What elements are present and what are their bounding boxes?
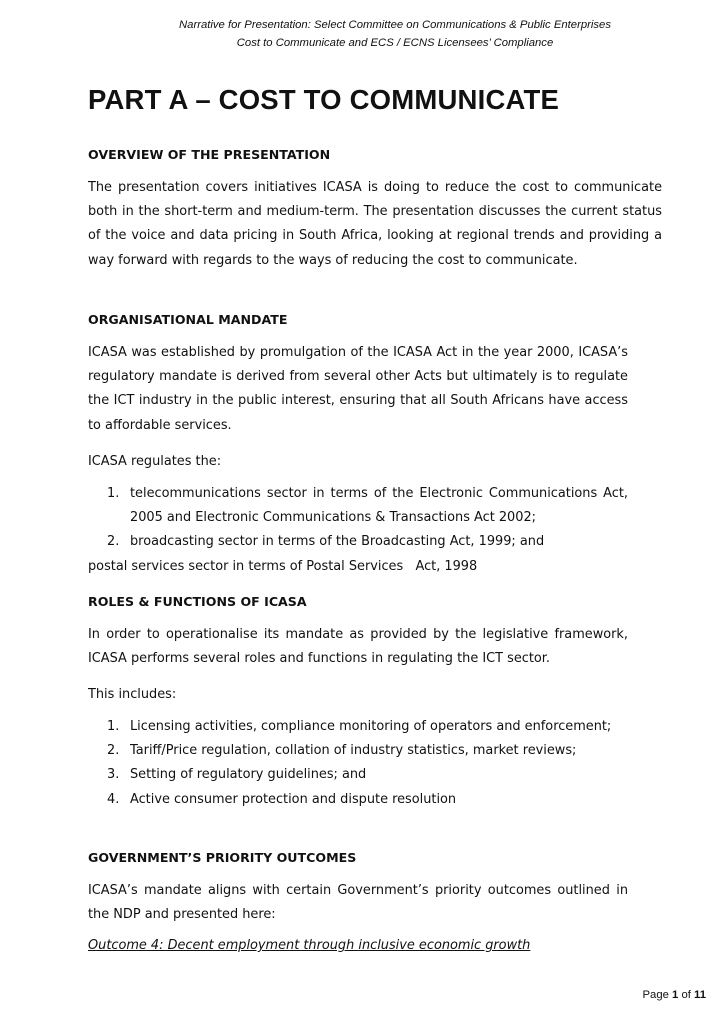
overview-paragraph: The presentation covers initiatives ICASA is doing to reduce the cost to communicate both in the short-term and medium-term. The presentation discusses the current status of the voice and data pricing in South Africa, looking at regional trends and providing a way forward with regards to the ways of reducing the cost to communicate. (88, 180, 662, 268)
outcomes-paragraph: ICASA’s mandate aligns with certain Government’s priority outcomes outlined in the NDP and presented here: (88, 883, 628, 923)
list-item (88, 763, 628, 787)
outcome-4-link-text: Outcome 4: Decent employment through inclusive economic growth (88, 938, 531, 953)
list-item-text: Tariff/Price regulation, collation of industry statistics, market reviews; (130, 743, 577, 759)
list-item (88, 788, 628, 812)
header-line-1: Narrative for Presentation: Select Committee on Communications & Public Enterprises (179, 19, 611, 31)
postal-sector-line: postal services sector in terms of Postal Services Act, 1998 (88, 559, 478, 574)
list-item (88, 739, 628, 763)
list-item (88, 482, 628, 530)
page-current: 1 (672, 989, 679, 1001)
list-item-text: Setting of regulatory guidelines; and (130, 767, 367, 783)
list-item-text: telecommunications sector in terms of the Electronic Communications Act, 2005 and Electronic Communications & Transactions Act 2002; (130, 486, 628, 526)
page-label: Page (642, 989, 669, 1001)
list-item-text: Active consumer protection and dispute resolution (130, 791, 457, 807)
overview-heading: OVERVIEW OF THE PRESENTATION (88, 147, 331, 162)
outcomes-heading: GOVERNMENT’S PRIORITY OUTCOMES (88, 850, 357, 865)
document-title: PART A – COST TO COMMUNICATE (88, 84, 560, 115)
list-item-number: 1. (107, 486, 120, 501)
list-item-number: 1. (107, 719, 120, 734)
list-item (88, 715, 628, 739)
mandate-heading: ORGANISATIONAL MANDATE (88, 312, 288, 327)
regulates-intro: ICASA regulates the: (88, 454, 222, 469)
list-item-number: 2. (107, 743, 120, 759)
list-item-number: 2. (107, 534, 120, 550)
list-item-text: Licensing activities, compliance monitoring of operators and enforcement; (130, 719, 612, 734)
roles-list (88, 715, 628, 812)
list-item-number: 4. (107, 791, 120, 807)
header-line-2: Cost to Communicate and ECS / ECNS Licensees’ Compliance (236, 37, 554, 49)
list-item-number: 3. (107, 767, 120, 783)
roles-paragraph: In order to operationalise its mandate as provided by the legislative framework, ICASA performs several roles and functions in regulating the ICT sector. (88, 627, 628, 667)
list-item-text: broadcasting sector in terms of the Broadcasting Act, 1999; and (130, 534, 545, 550)
includes-intro: This includes: (88, 687, 177, 702)
list-item (88, 530, 628, 554)
page-total: 11 (694, 989, 706, 1001)
roles-heading: ROLES & FUNCTIONS OF ICASA (88, 594, 307, 609)
of-label: of (681, 989, 691, 1001)
mandate-paragraph: ICASA was established by promulgation of the ICASA Act in the year 2000, ICASA’s regulatory mandate is derived from several other Acts but ultimately is to regulate the ICT industry in the public interest, ensuring that all South Africans have access to affordable services. (88, 345, 628, 433)
page-header (0, 16, 720, 52)
page-number (643, 989, 706, 1001)
regulated-sectors-list (88, 482, 628, 555)
